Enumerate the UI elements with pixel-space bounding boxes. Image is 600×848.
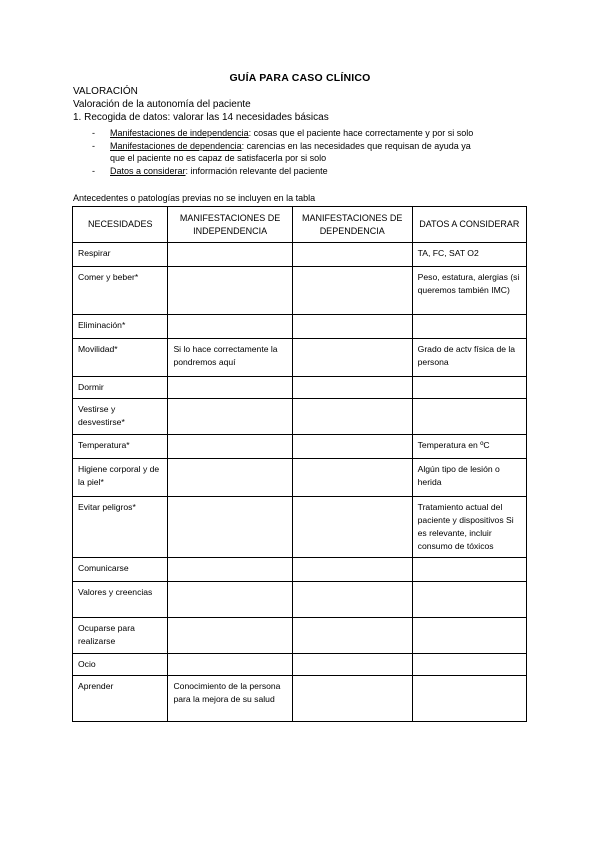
cell-data bbox=[412, 676, 526, 722]
cell-dep bbox=[292, 654, 412, 676]
cell-indep bbox=[168, 399, 292, 435]
cell-indep bbox=[168, 377, 292, 399]
cell-data bbox=[412, 618, 526, 654]
cell-need: Temperatura* bbox=[73, 435, 168, 459]
table-row bbox=[73, 676, 527, 722]
cell-data bbox=[412, 377, 526, 399]
table-row bbox=[73, 377, 527, 399]
cell-need: Ocuparse para realizarse bbox=[73, 618, 168, 654]
cell-dep bbox=[292, 459, 412, 497]
cell-dep bbox=[292, 676, 412, 722]
subtitle: Valoración de la autonomía del paciente bbox=[73, 99, 251, 110]
cell-data bbox=[412, 399, 526, 435]
cell-indep bbox=[168, 315, 292, 339]
cell-dep bbox=[292, 339, 412, 377]
bullet-independence: Manifestaciones de independencia: cosas que el paciente hace correctamente y por si solo bbox=[110, 128, 474, 138]
bullet-dash: - bbox=[92, 128, 95, 138]
cell-data: Grado de actv física de la persona bbox=[412, 339, 526, 377]
header-datos: DATOS A CONSIDERAR bbox=[412, 207, 526, 243]
table-row bbox=[73, 654, 527, 676]
cell-indep bbox=[168, 435, 292, 459]
bullet-dash: - bbox=[92, 166, 95, 176]
cell-need: Vestirse y desvestirse* bbox=[73, 399, 168, 435]
cell-need: Comunicarse bbox=[73, 558, 168, 582]
cell-need: Eliminación* bbox=[73, 315, 168, 339]
cell-dep bbox=[292, 399, 412, 435]
cell-need: Ocio bbox=[73, 654, 168, 676]
cell-dep bbox=[292, 582, 412, 618]
cell-data: TA, FC, SAT O2 bbox=[412, 243, 526, 267]
table-row bbox=[73, 582, 527, 618]
cell-data bbox=[412, 315, 526, 339]
table-header-row bbox=[73, 207, 527, 243]
table-note: Antecedentes o patologías previas no se incluyen en la tabla bbox=[73, 193, 316, 203]
step-1: 1. Recogida de datos: valorar las 14 necesidades básicas bbox=[73, 112, 329, 123]
cell-data: Algún tipo de lesión o herida bbox=[412, 459, 526, 497]
cell-indep bbox=[168, 618, 292, 654]
cell-dep bbox=[292, 558, 412, 582]
cell-data: Temperatura en ºC bbox=[412, 435, 526, 459]
cell-indep bbox=[168, 654, 292, 676]
needs-table bbox=[72, 206, 527, 722]
cell-dep bbox=[292, 497, 412, 558]
cell-indep bbox=[168, 582, 292, 618]
header-independencia: MANIFESTACIONES DE INDEPENDENCIA bbox=[168, 207, 292, 243]
table-row bbox=[73, 618, 527, 654]
cell-need: Evitar peligros* bbox=[73, 497, 168, 558]
table-row bbox=[73, 497, 527, 558]
cell-dep bbox=[292, 618, 412, 654]
cell-indep bbox=[168, 459, 292, 497]
cell-data bbox=[412, 582, 526, 618]
cell-dep bbox=[292, 435, 412, 459]
cell-need: Movilidad* bbox=[73, 339, 168, 377]
table-row bbox=[73, 459, 527, 497]
table-row bbox=[73, 435, 527, 459]
section-heading: VALORACIÓN bbox=[73, 86, 138, 97]
cell-need: Dormir bbox=[73, 377, 168, 399]
table-row bbox=[73, 315, 527, 339]
cell-dep bbox=[292, 267, 412, 315]
cell-need: Comer y beber* bbox=[73, 267, 168, 315]
bullet-data: Datos a considerar: información relevante del paciente bbox=[110, 166, 328, 176]
cell-need: Valores y creencias bbox=[73, 582, 168, 618]
cell-need: Respirar bbox=[73, 243, 168, 267]
header-dependencia: MANIFESTACIONES DE DEPENDENCIA bbox=[292, 207, 412, 243]
table-row bbox=[73, 558, 527, 582]
table-row bbox=[73, 243, 527, 267]
bullet-dependence-cont: que el paciente no es capaz de satisfacerla por si solo bbox=[110, 153, 327, 163]
cell-data: Tratamiento actual del paciente y dispositivos Si es relevante, incluir consumo de tóxicos bbox=[412, 497, 526, 558]
header-necesidades: NECESIDADES bbox=[73, 207, 168, 243]
table-row bbox=[73, 267, 527, 315]
cell-dep bbox=[292, 315, 412, 339]
bullet-dash: - bbox=[92, 141, 95, 151]
cell-data: Peso, estatura, alergias (si queremos también IMC) bbox=[412, 267, 526, 315]
cell-dep bbox=[292, 243, 412, 267]
cell-need: Higiene corporal y de la piel* bbox=[73, 459, 168, 497]
table-row bbox=[73, 339, 527, 377]
table-row bbox=[73, 399, 527, 435]
cell-indep: Conocimiento de la persona para la mejora de su salud bbox=[168, 676, 292, 722]
cell-need: Aprender bbox=[73, 676, 168, 722]
cell-indep bbox=[168, 243, 292, 267]
cell-indep bbox=[168, 267, 292, 315]
cell-indep: Si lo hace correctamente la pondremos aquí bbox=[168, 339, 292, 377]
bullet-dependence: Manifestaciones de dependencia: carencias en las necesidades que requisan de ayuda ya bbox=[110, 141, 471, 151]
page-title: GUÍA PARA CASO CLÍNICO bbox=[229, 72, 371, 84]
cell-dep bbox=[292, 377, 412, 399]
cell-indep bbox=[168, 497, 292, 558]
cell-indep bbox=[168, 558, 292, 582]
cell-data bbox=[412, 558, 526, 582]
cell-data bbox=[412, 654, 526, 676]
